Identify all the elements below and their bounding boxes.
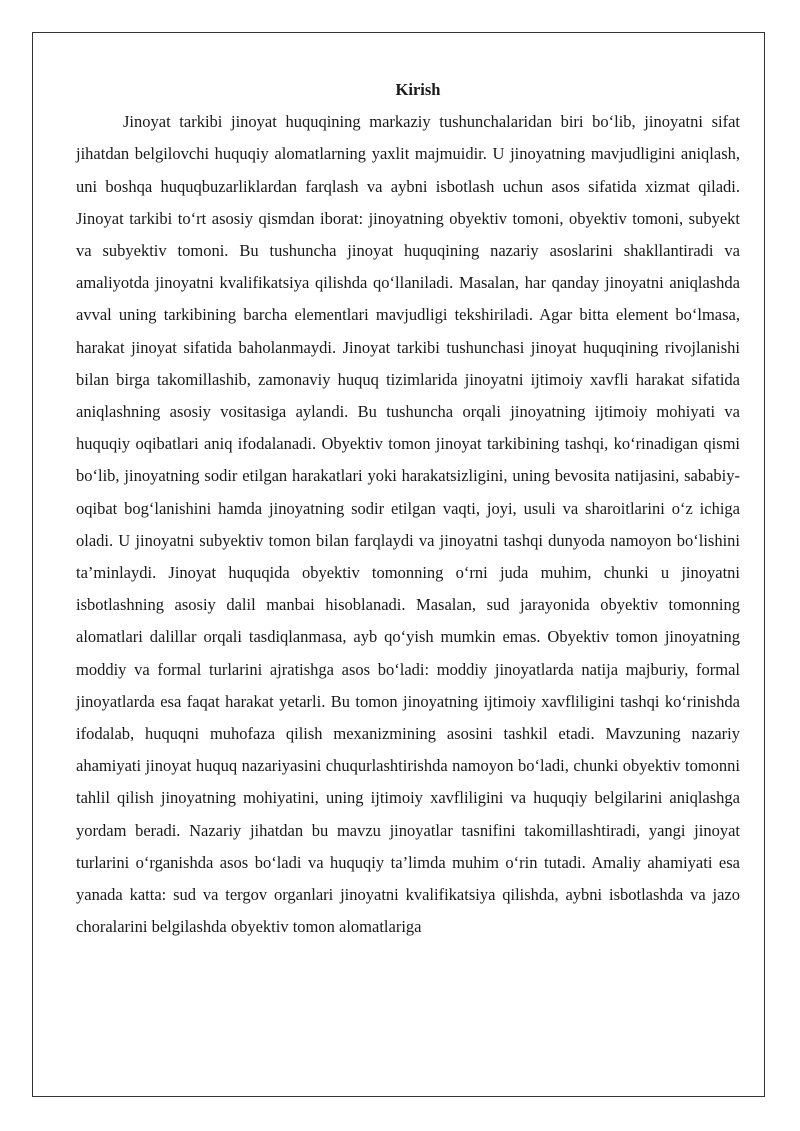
body-paragraph: Jinoyat tarkibi jinoyat huquqining markaziy tushunchalaridan biri bo‘lib, jinoyatni sifat jihatdan belgilovchi huquqiy alomatlarning yaxlit majmuidir. U jinoyatning mavjudligini aniqlash, uni boshqa huquqbuzarliklardan farqlash va aybni isbotlash uchun asos sifatida xizmat qiladi. Jinoyat tarkibi to‘rt asosiy qismdan iborat: jinoyatning obyektiv tomoni, obyektiv tomoni, subyekt va subyektiv tomoni. Bu tushuncha jinoyat huquqining nazariy asoslarini shakllantiradi va amaliyotda jinoyatni kvalifikatsiya qilishda qo‘llaniladi. Masalan, har qanday jinoyatni aniqlashda avval uning tarkibining barcha elementlari mavjudligi tekshiriladi. Agar bitta element bo‘lmasa, harakat jinoyat sifatida baholanmaydi. Jinoyat tarkibi tushunchasi jinoyat huquqining rivojlanishi bilan birga takomillashib, zamonaviy huquq tizimlarida jinoyatni ijtimoiy xavfli harakat sifatida aniqlashning asosiy vositasiga aylandi. Bu tushuncha orqali jinoyatning ijtimoiy mohiyati va huquqiy oqibatlari aniq ifodalanadi. Obyektiv tomon jinoyat tarkibining tashqi, ko‘rinadigan qismi bo‘lib, jinoyatning sodir etilgan harakatlari yoki harakatsizligini, uning bevosita natijasini, sababiy-oqibat bog‘lanishini hamda jinoyatning sodir etilgan vaqti, joyi, usuli va sharoitlarini o‘z ichiga oladi. U jinoyatni subyektiv tomon bilan farqlaydi va jinoyatni tashqi dunyoda namoyon bo‘lishini ta’minlaydi. Jinoyat huquqida obyektiv tomonning o‘rni juda muhim, chunki u jinoyatni isbotlashning asosiy dalil manbai hisoblanadi. Masalan, sud jarayonida obyektiv tomonning alomatlari dalillar orqali tasdiqlanmasa, ayb qo‘yish mumkin emas. Obyektiv tomon jinoyatning moddiy va formal turlarini ajratishga asos bo‘ladi: moddiy jinoyatlarda natija majburiy, formal jinoyatlarda esa faqat harakat yetarli. Bu tomon jinoyatning ijtimoiy xavfliligini tashqi ko‘rinishda ifodalab, huquqni muhofaza qilish mexanizmining asosini tashkil etadi. Mavzuning nazariy ahamiyati jinoyat huquq nazariyasini chuqurlashtirishda namoyon bo‘ladi, chunki obyektiv tomonni tahlil qilish jinoyatning mohiyatini, uning ijtimoiy xavfliligini va huquqiy belgilarini aniqlashga yordam beradi. Nazariy jihatdan bu mavzu jinoyatlar tasnifini takomillashtiradi, yangi jinoyat turlarini o‘rganishda asos bo‘ladi va huquqiy ta’limda muhim o‘rin tutadi. Amaliy ahamiyati esa yanada katta: sud va tergov organlari jinoyatni kvalifikatsiya qilishda, aybni isbotlashda va jazo choralarini belgilashda obyektiv tomon alomatlariga <box>76 112 740 937</box>
document-body <box>76 74 740 943</box>
document-title: Kirish <box>395 80 441 99</box>
